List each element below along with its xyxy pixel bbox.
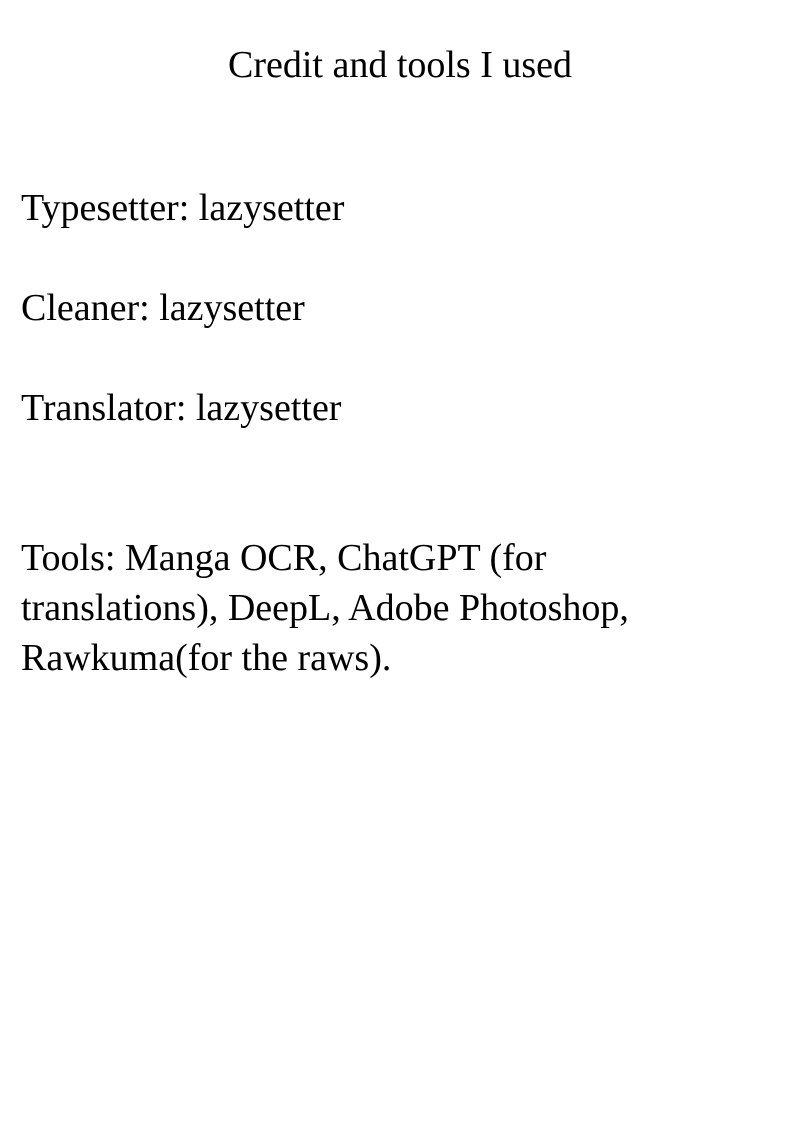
- tools-paragraph-line: Rawkuma(for the raws).: [21, 637, 392, 679]
- page-title: Credit and tools I used: [227, 44, 573, 86]
- tools-paragraph: [21, 533, 761, 683]
- tools-paragraph-line: translations), DeepL, Adobe Photoshop,: [21, 587, 629, 629]
- credit-line-translator: Translator: lazysetter: [21, 387, 342, 429]
- credit-line-typesetter: Typesetter: lazysetter: [21, 187, 345, 229]
- credit-line-cleaner: Cleaner: lazysetter: [21, 287, 305, 329]
- tools-paragraph-line: Tools: Manga OCR, ChatGPT (for: [21, 537, 547, 579]
